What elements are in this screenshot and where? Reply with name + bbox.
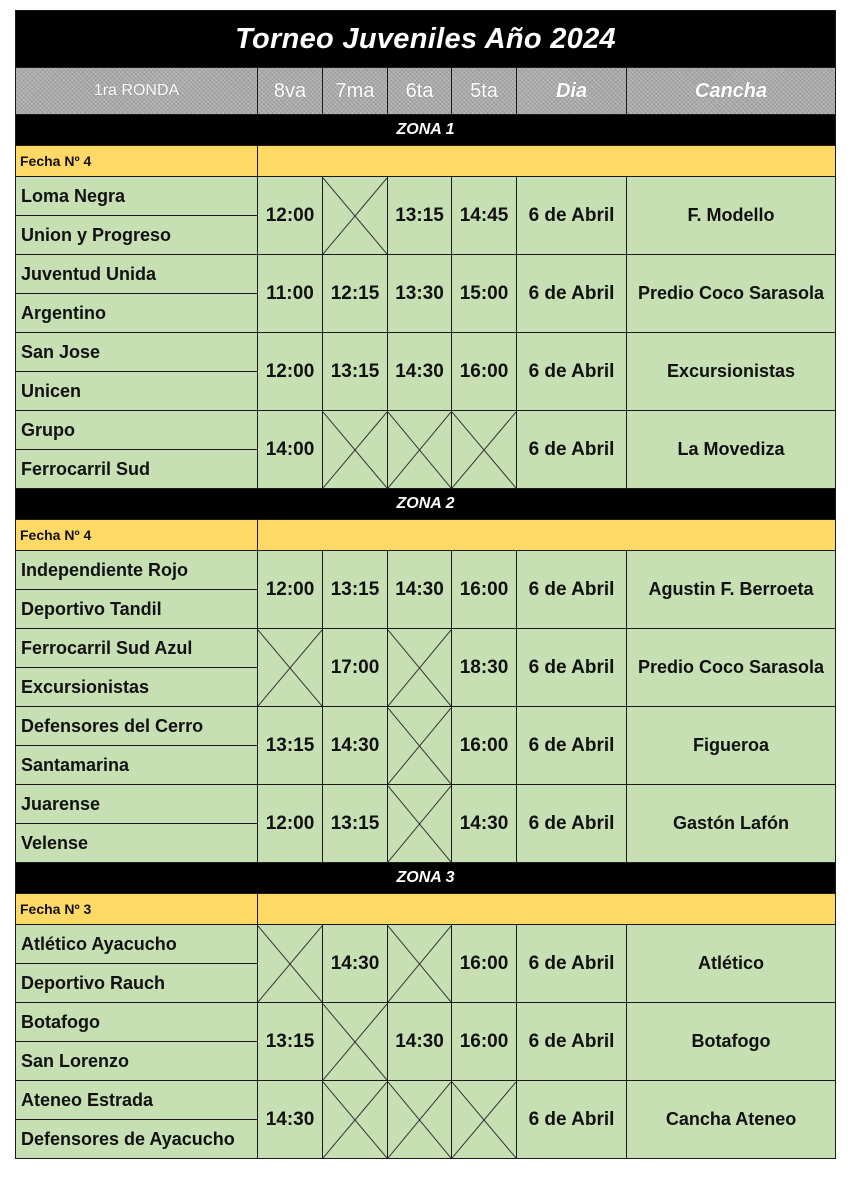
away-team: Defensores de Ayacucho xyxy=(21,1129,235,1149)
schedule-sheet xyxy=(15,10,835,1159)
time-5ta: 16:00 xyxy=(452,925,517,1003)
fecha-fill xyxy=(258,894,836,925)
header-cancha: Cancha xyxy=(627,68,836,115)
cross-mark-icon xyxy=(452,1082,516,1158)
fecha-fill xyxy=(258,520,836,551)
home-team: Defensores del Cerro xyxy=(16,707,257,746)
cross-mark-icon xyxy=(388,412,451,488)
match-venue: F. Modello xyxy=(627,177,836,255)
home-team: Ateneo Estrada xyxy=(16,1081,257,1120)
match-day: 6 de Abril xyxy=(517,925,627,1003)
match-teams xyxy=(16,629,258,707)
time-7ma-none xyxy=(323,411,388,489)
match-row xyxy=(16,1081,836,1159)
time-8va: 13:15 xyxy=(258,1003,323,1081)
match-teams xyxy=(16,333,258,411)
fecha-fill xyxy=(258,146,836,177)
time-6ta: 14:30 xyxy=(388,551,452,629)
match-day: 6 de Abril xyxy=(517,785,627,863)
match-row xyxy=(16,411,836,489)
match-row xyxy=(16,707,836,785)
match-venue: Predio Coco Sarasola xyxy=(627,255,836,333)
zone-row xyxy=(16,115,836,146)
fecha-label: Fecha Nº 3 xyxy=(16,894,258,925)
match-row xyxy=(16,551,836,629)
match-venue: Figueroa xyxy=(627,707,836,785)
schedule-body xyxy=(16,11,836,1159)
match-teams xyxy=(16,177,258,255)
match-venue: Agustin F. Berroeta xyxy=(627,551,836,629)
header-7ma: 7ma xyxy=(323,68,388,115)
time-7ma: 14:30 xyxy=(323,925,388,1003)
away-team: Ferrocarril Sud xyxy=(21,459,151,479)
time-7ma: 13:15 xyxy=(323,333,388,411)
away-team: Velense xyxy=(21,833,89,853)
match-teams xyxy=(16,785,258,863)
time-8va: 13:15 xyxy=(258,707,323,785)
match-day: 6 de Abril xyxy=(517,177,627,255)
time-6ta-none xyxy=(388,785,452,863)
match-venue: La Movediza xyxy=(627,411,836,489)
time-8va: 12:00 xyxy=(258,551,323,629)
time-5ta: 14:30 xyxy=(452,785,517,863)
time-6ta-none xyxy=(388,411,452,489)
page-title: Torneo Juveniles Año 2024 xyxy=(16,11,836,68)
time-8va: 14:00 xyxy=(258,411,323,489)
home-team: Grupo xyxy=(16,411,257,450)
cross-mark-icon xyxy=(258,926,322,1002)
away-team: Argentino xyxy=(21,303,106,323)
match-teams xyxy=(16,1081,258,1159)
home-team: Loma Negra xyxy=(16,177,257,216)
time-8va: 14:30 xyxy=(258,1081,323,1159)
match-venue: Cancha Ateneo xyxy=(627,1081,836,1159)
time-8va: 12:00 xyxy=(258,177,323,255)
time-7ma: 17:00 xyxy=(323,629,388,707)
match-row xyxy=(16,925,836,1003)
header-dia: Dia xyxy=(517,68,627,115)
match-teams xyxy=(16,1003,258,1081)
match-day: 6 de Abril xyxy=(517,333,627,411)
home-team: Ferrocarril Sud Azul xyxy=(16,629,257,668)
match-teams xyxy=(16,551,258,629)
time-7ma-none xyxy=(323,1081,388,1159)
cross-mark-icon xyxy=(323,178,387,254)
header-8va: 8va xyxy=(258,68,323,115)
time-5ta: 14:45 xyxy=(452,177,517,255)
match-venue: Botafogo xyxy=(627,1003,836,1081)
time-8va: 11:00 xyxy=(258,255,323,333)
away-team: Union y Progreso xyxy=(21,225,172,245)
time-7ma: 13:15 xyxy=(323,551,388,629)
cross-mark-icon xyxy=(388,1082,451,1158)
time-5ta-none xyxy=(452,411,517,489)
match-row xyxy=(16,333,836,411)
away-team: Deportivo Tandil xyxy=(21,599,162,619)
cross-mark-icon xyxy=(388,630,451,706)
time-5ta: 16:00 xyxy=(452,551,517,629)
time-7ma-none xyxy=(323,1003,388,1081)
match-day: 6 de Abril xyxy=(517,707,627,785)
time-6ta-none xyxy=(388,1081,452,1159)
time-7ma: 12:15 xyxy=(323,255,388,333)
time-5ta: 16:00 xyxy=(452,1003,517,1081)
fecha-row xyxy=(16,146,836,177)
match-day: 6 de Abril xyxy=(517,551,627,629)
match-row xyxy=(16,629,836,707)
match-day: 6 de Abril xyxy=(517,255,627,333)
cross-mark-icon xyxy=(323,412,387,488)
fecha-row xyxy=(16,894,836,925)
match-day: 6 de Abril xyxy=(517,629,627,707)
cross-mark-icon xyxy=(258,630,322,706)
time-5ta: 16:00 xyxy=(452,333,517,411)
time-7ma: 14:30 xyxy=(323,707,388,785)
time-8va-none xyxy=(258,629,323,707)
time-8va: 12:00 xyxy=(258,785,323,863)
header-5ta: 5ta xyxy=(452,68,517,115)
zone-label: ZONA 3 xyxy=(16,863,836,894)
match-row xyxy=(16,177,836,255)
home-team: San Jose xyxy=(16,333,257,372)
time-6ta: 13:15 xyxy=(388,177,452,255)
header-6ta: 6ta xyxy=(388,68,452,115)
match-teams xyxy=(16,925,258,1003)
zone-label: ZONA 1 xyxy=(16,115,836,146)
fecha-label: Fecha Nº 4 xyxy=(16,520,258,551)
match-day: 6 de Abril xyxy=(517,411,627,489)
away-team: San Lorenzo xyxy=(21,1051,130,1071)
home-team: Juarense xyxy=(16,785,257,824)
match-venue: Atlético xyxy=(627,925,836,1003)
zone-row xyxy=(16,489,836,520)
match-teams xyxy=(16,707,258,785)
match-day: 6 de Abril xyxy=(517,1081,627,1159)
time-5ta: 15:00 xyxy=(452,255,517,333)
cross-mark-icon xyxy=(388,786,451,862)
time-6ta: 14:30 xyxy=(388,1003,452,1081)
time-6ta-none xyxy=(388,707,452,785)
match-row xyxy=(16,1003,836,1081)
cross-mark-icon xyxy=(323,1082,387,1158)
match-teams xyxy=(16,411,258,489)
schedule-table xyxy=(15,10,836,1159)
match-teams xyxy=(16,255,258,333)
cross-mark-icon xyxy=(388,926,451,1002)
cross-mark-icon xyxy=(452,412,516,488)
away-team: Deportivo Rauch xyxy=(21,973,166,993)
time-5ta: 16:00 xyxy=(452,707,517,785)
match-row xyxy=(16,785,836,863)
zone-row xyxy=(16,863,836,894)
time-6ta: 14:30 xyxy=(388,333,452,411)
time-8va: 12:00 xyxy=(258,333,323,411)
match-venue: Gastón Lafón xyxy=(627,785,836,863)
cross-mark-icon xyxy=(388,708,451,784)
away-team: Excursionistas xyxy=(21,677,150,697)
time-5ta: 18:30 xyxy=(452,629,517,707)
time-6ta: 13:30 xyxy=(388,255,452,333)
time-8va-none xyxy=(258,925,323,1003)
time-5ta-none xyxy=(452,1081,517,1159)
column-header-row xyxy=(16,68,836,115)
fecha-row xyxy=(16,520,836,551)
time-6ta-none xyxy=(388,925,452,1003)
match-venue: Predio Coco Sarasola xyxy=(627,629,836,707)
home-team: Botafogo xyxy=(16,1003,257,1042)
cross-mark-icon xyxy=(323,1004,387,1080)
home-team: Juventud Unida xyxy=(16,255,257,294)
fecha-label: Fecha Nº 4 xyxy=(16,146,258,177)
header-ronda: 1ra RONDA xyxy=(16,68,258,115)
time-7ma: 13:15 xyxy=(323,785,388,863)
home-team: Independiente Rojo xyxy=(16,551,257,590)
time-6ta-none xyxy=(388,629,452,707)
zone-label: ZONA 2 xyxy=(16,489,836,520)
match-day: 6 de Abril xyxy=(517,1003,627,1081)
away-team: Santamarina xyxy=(21,755,130,775)
away-team: Unicen xyxy=(21,381,82,401)
match-row xyxy=(16,255,836,333)
time-7ma-none xyxy=(323,177,388,255)
match-venue: Excursionistas xyxy=(627,333,836,411)
home-team: Atlético Ayacucho xyxy=(16,925,257,964)
